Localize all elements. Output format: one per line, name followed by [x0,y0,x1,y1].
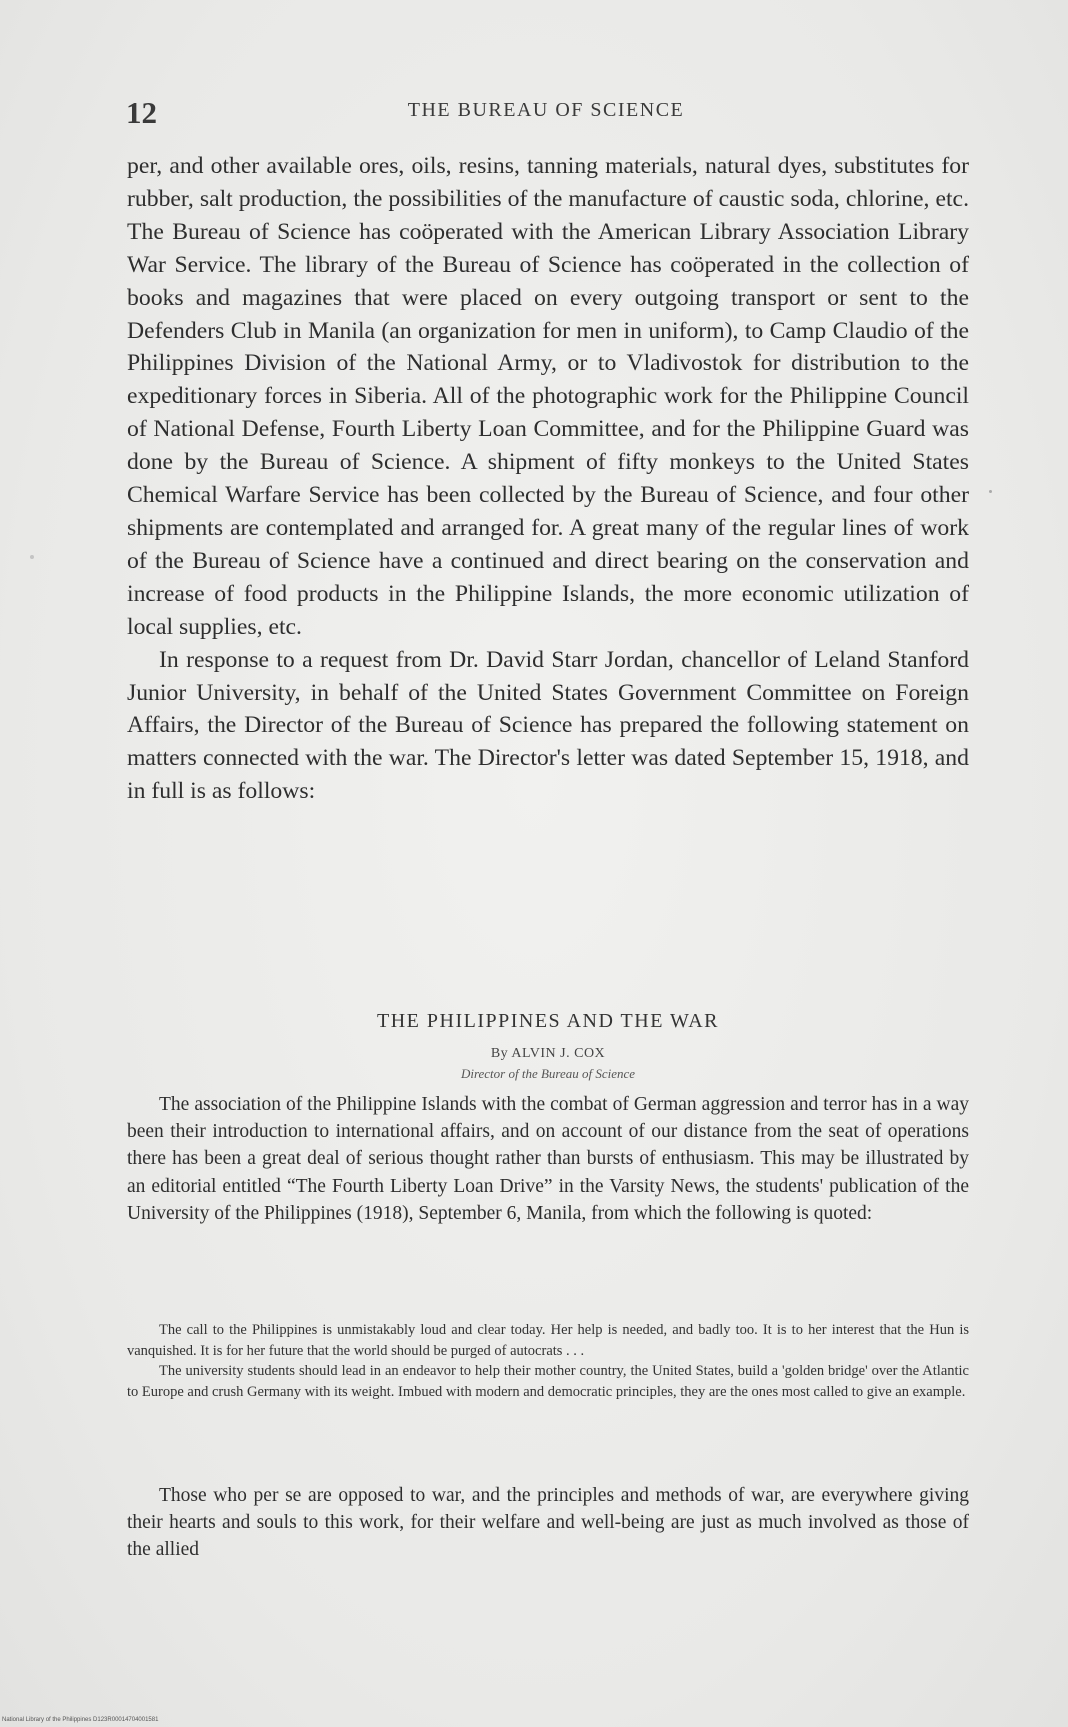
article-text-continued [127,1482,969,1564]
article-byline: By ALVIN J. COX [490,1046,606,1061]
article-paragraph-1: The association of the Philippine Islands with the combat of German aggression and terror has in a way been their introduction to international affairs, and on account of our distance from the seat of operations there has been a great deal of serious thought rather than bursts of enthusiasm. This may be illustrated by an editorial entitled “The Fourth Liberty Loan Drive” in the Varsity News, the students' publication of the University of the Philippines (1918), September 6, Manila, from which the following is quoted: [127,1094,969,1224]
running-head: THE BUREAU OF SCIENCE [407,99,685,121]
body-paragraph-2: In response to a request from Dr. David Starr Jordan, chancellor of Leland Stanford Junior University, in behalf of the United States Government Committee on Foreign Affairs, the Director of the Bureau of Science has prepared the following statement on matters connected with the war. The Director's letter was dated September 15, 1918, and in full is as follows: [127,646,969,805]
scan-footer-note: National Library of the Philippines D123R00014704001581 [2,1717,159,1723]
block-quote [127,1320,969,1402]
scan-speck [989,490,992,493]
page-header [126,95,966,135]
page-number: 12 [126,95,157,130]
article-text [127,1091,969,1227]
article-byline-role: Director of the Bureau of Science [460,1066,636,1081]
scan-speck [30,555,34,559]
quote-paragraph-1: The call to the Philippines is unmistakably loud and clear today. Her help is needed, and badly too. It is to her interest that the Hun is vanquished. It is for her future that the world should be purged of autocrats . . . [127,1322,969,1359]
article-title: THE PHILIPPINES AND THE WAR [377,1010,719,1032]
body-text [127,150,969,808]
article-paragraph-2: Those who per se are opposed to war, and the principles and methods of war, are everywhere giving their hearts and souls to this work, for their welfare and well-being are just as much involved as those of the allied [127,1485,969,1561]
quote-paragraph-2: The university students should lead in an endeavor to help their mother country, the United States, build a 'golden bridge' over the Atlantic to Europe and crush Germany with its weight. Imbued with modern and democratic principles, they are the ones most called to give an example. [127,1363,969,1400]
body-paragraph-1: per, and other available ores, oils, resins, tanning materials, natural dyes, substitutes for rubber, salt production, the possibilities of the manufacture of caustic soda, chlorine, etc. The Bureau of Science has coöperated with the American Library Association Library War Service. The library of the Bureau of Science has coöperated in the collection of books and magazines that were placed on every outgoing transport or sent to the Defenders Club in Manila (an organization for men in uniform), to Camp Claudio of the Philippines Division of the National Army, or to Vladivostok for distribution to the expeditionary forces in Siberia. All of the photographic work for the Philippine Council of National Defense, Fourth Liberty Loan Committee, and for the Philippine Guard was done by the Bureau of Science. A shipment of fifty monkeys to the United States Chemical Warfare Service has been collected by the Bureau of Science, and four other shipments are contemplated and arranged for. A great many of the regular lines of work of the Bureau of Science have a continued and direct bearing on the conservation and increase of food products in the Philippine Islands, the more economic utilization of local supplies, etc. [127,153,969,640]
